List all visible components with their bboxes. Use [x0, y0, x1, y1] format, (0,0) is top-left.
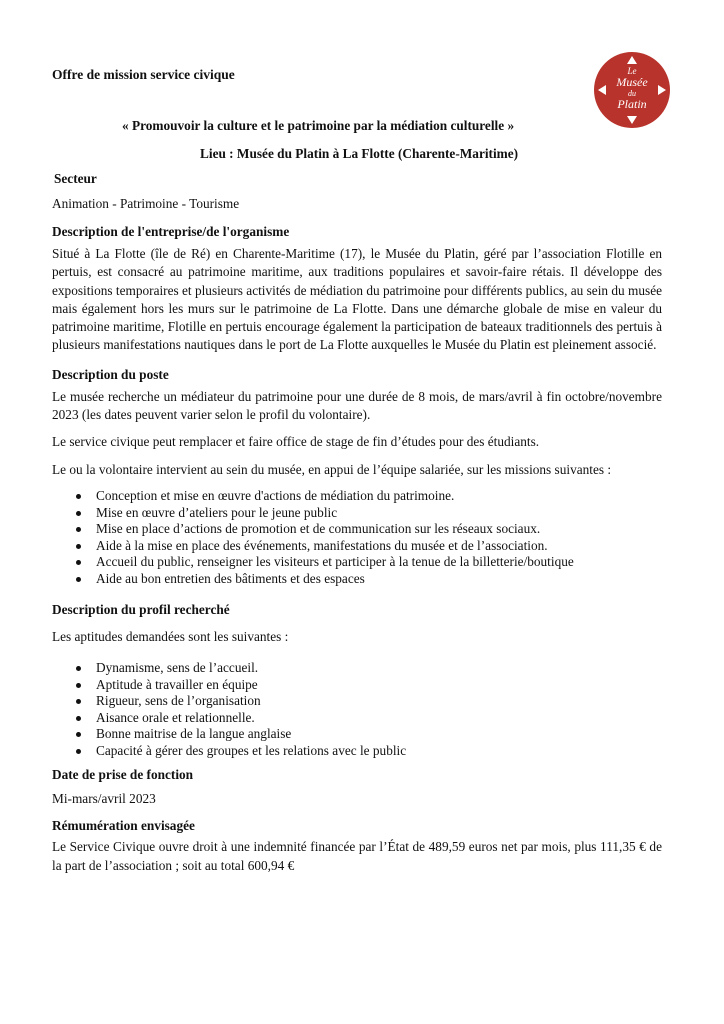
desc-poste-paragraph-1: Le musée recherche un médiateur du patrimoine pour une durée de 8 mois, de mars/avril à fin octobre/novembre 2023 (les dates peuvent varier selon le profil du volontaire).: [52, 389, 662, 422]
document-title: Offre de mission service civique: [52, 67, 235, 82]
list-item: Aptitude à travailler en équipe: [52, 677, 652, 694]
list-item: Bonne maitrise de la langue anglaise: [52, 726, 652, 743]
desc-poste-paragraph-3: Le ou la volontaire intervient au sein du musée, en appui de l’équipe salariée, sur les missions suivantes :: [52, 462, 612, 477]
list-item: Capacité à gérer des groupes et les relations avec le public: [52, 743, 652, 760]
musee-du-platin-logo: [594, 52, 670, 128]
date-heading: Date de prise de fonction: [52, 767, 194, 782]
logo-text-platin: Platin: [617, 97, 647, 111]
remuneration-heading: Rémumération envisagée: [52, 818, 195, 833]
desc-poste-paragraph-2: Le service civique peut remplacer et faire office de stage de fin d’études pour des étudiants.: [52, 434, 540, 449]
missions-list: [52, 488, 652, 587]
location-line: Lieu : Musée du Platin à La Flotte (Charente-Maritime): [200, 146, 519, 161]
list-item: Rigueur, sens de l’organisation: [52, 693, 652, 710]
list-item: Dynamisme, sens de l’accueil.: [52, 660, 652, 677]
date-text: Mi-mars/avril 2023: [52, 791, 156, 806]
remuneration-text: Le Service Civique ouvre droit à une indemnité financée par l’État de 489,59 euros net par mois, plus 111,35 € de la part de l’association ; soit au total 600,94 €: [52, 839, 662, 873]
desc-poste-heading: Description du poste: [52, 367, 169, 382]
list-item: Mise en place d’actions de promotion et de communication sur les réseaux sociaux.: [52, 521, 652, 538]
list-item: Accueil du public, renseigner les visiteurs et participer à la tenue de la billetterie/boutique: [52, 554, 652, 571]
list-item: Aide à la mise en place des événements, manifestations du musée et de l’association.: [52, 538, 652, 555]
desc-org-text: Situé à La Flotte (île de Ré) en Charente-Maritime (17), le Musée du Platin, géré par l’association Flotille en pertuis, est consacré au patrimoine maritime, aux traditions populaires et savoir-faire rétais. Il développe des expositions temporaires et plusieurs activités de médiation du patrimoine pour différents publics, au sein du musée mais également hors les murs sur le patrimoine de La Flotte. Dans une démarche globale de mise en valeur du patrimoine maritime, Flotille en pertuis encourage également la participation de bateaux traditionnels des pertuis à plusieurs manifestations nautiques dans le port de La Flotte auxquelles le Musée du Platin est pleinement associé.: [52, 246, 662, 353]
profil-intro: Les aptitudes demandées sont les suivantes :: [52, 629, 289, 644]
logo-text-le: Le: [627, 66, 637, 76]
desc-org-heading: Description de l'entreprise/de l'organisme: [52, 224, 290, 239]
secteur-text: Animation - Patrimoine - Tourisme: [52, 196, 240, 211]
list-item: Aide au bon entretien des bâtiments et des espaces: [52, 571, 652, 588]
logo-text-musee: Musée: [616, 75, 648, 89]
profil-heading: Description du profil recherché: [52, 602, 230, 617]
list-item: Conception et mise en œuvre d'actions de médiation du patrimoine.: [52, 488, 652, 505]
mission-title: « Promouvoir la culture et le patrimoine par la médiation culturelle »: [122, 118, 515, 133]
list-item: Mise en œuvre d’ateliers pour le jeune public: [52, 505, 652, 522]
logo-text-du: du: [628, 89, 636, 98]
secteur-heading: Secteur: [54, 171, 97, 186]
aptitudes-list: [52, 660, 652, 759]
list-item: Aisance orale et relationnelle.: [52, 710, 652, 727]
